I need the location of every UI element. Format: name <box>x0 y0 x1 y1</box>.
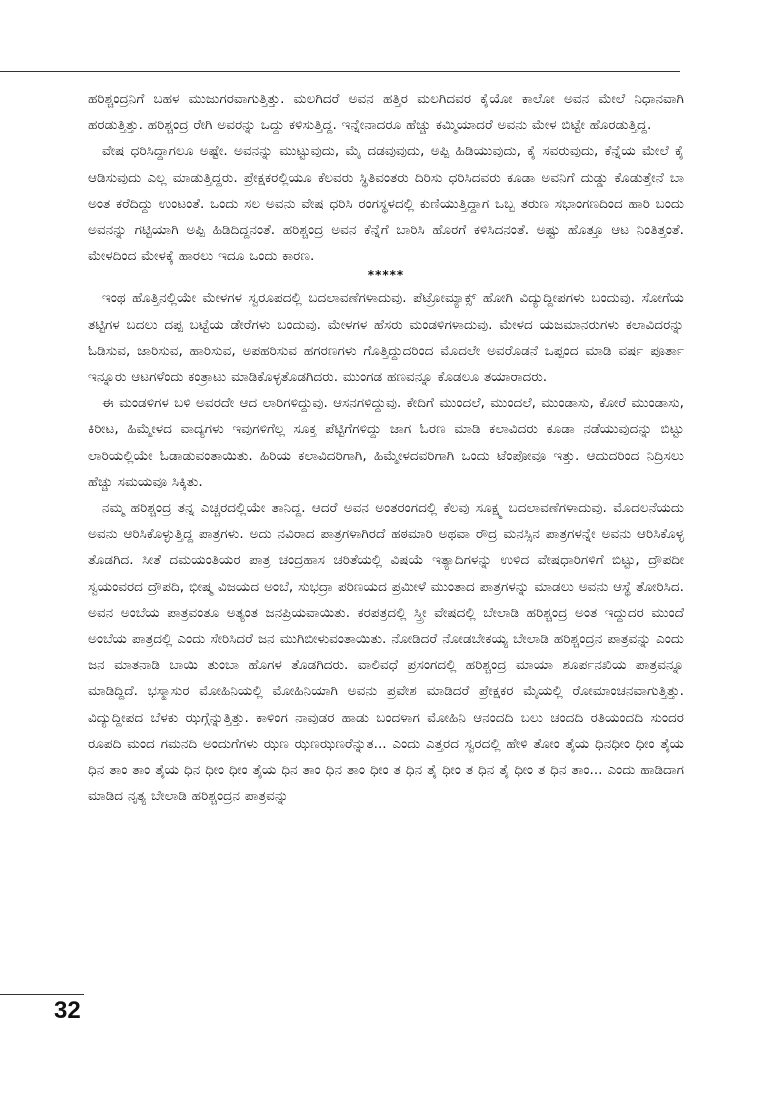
page-number: 32 <box>54 997 81 1024</box>
paragraph-4: ಈ ಮಂಡಳಿಗಳ ಬಳಿ ಅವರದೇ ಆದ ಲಾರಿಗಳಿದ್ದುವು. ಆಸನಗಳಿದ್ದುವು. ಕೇದಿಗೆ ಮುಂದಲೆ, ಮುಂದಲೆ, ಮುಂಡಾಸು, ಕೋರೆ ಮುಂಡಾಸು, ಕಿರೀಟ, ಹಿಮ್ಮೇಳದ ವಾದ್ಯಗಳು ಇವುಗಳಿಗೆಲ್ಲ ಸೂಕ್ತ ಪೆಟ್ಟಿಗೆಗಳಿದ್ದು ಜಾಗ ಓರಣ ಮಾಡಿ ಕಲಾವಿದರು ಕೂಡಾ ನಡೆಯುವುದನ್ನು ಬಿಟ್ಟು ಲಾರಿಯಲ್ಲಿಯೇ ಓಡಾಡುವಂತಾಯಿತು. ಹಿರಿಯ ಕಲಾವಿದರಿಗಾಗಿ, ಹಿಮ್ಮೇಳದವರಿಗಾಗಿ ಒಂದು ಟೆಂಪೋವೂ ಇತ್ತು. ಆದುದರಿಂದ ನಿದ್ರಿಸಲು ಹೆಚ್ಚು ಸಮಯವೂ ಸಿಕ್ಕಿತು. <box>88 395 684 490</box>
paragraph-2: ವೇಷ ಧರಿಸಿದ್ದಾಗಲೂ ಅಷ್ಟೇ. ಅವನನ್ನು ಮುಟ್ಟುವುದು, ಮೈ ದಡವುವುದು, ಅಪ್ಪಿ ಹಿಡಿಯುವುದು, ಕೈ ಸವರುವುದು, ಕೆನ್ನೆಯ ಮೇಲೆ ಕೈ ಆಡಿಸುವುದು ಎಲ್ಲ ಮಾಡುತ್ತಿದ್ದರು. ಪ್ರೇಕ್ಷಕರಲ್ಲಿಯೂ ಕೆಲವರು ಸ್ಥಿತಿವಂತರು ದಿರಿಸು ಧರಿಸಿದವರು ಕೂಡಾ ಅವನಿಗೆ ದುಡ್ಡು ಕೊಡುತ್ತೇನೆ ಬಾ ಅಂತ ಕರೆದಿದ್ದು ಉಂಟಂತೆ. ಒಂದು ಸಲ ಅವನು ವೇಷ ಧರಿಸಿ ರಂಗಸ್ಥಳದಲ್ಲಿ ಕುಣಿಯುತ್ತಿದ್ದಾಗ ಒಬ್ಬ ತರುಣ ಸಭಾಂಗಣದಿಂದ ಹಾರಿ ಬಂದು ಅವನನ್ನು ಗಟ್ಟಿಯಾಗಿ ಅಪ್ಪಿ ಹಿಡಿದಿದ್ದನಂತೆ. ಹರಿಶ್ಚಂದ್ರ ಅವನ ಕೆನ್ನೆಗೆ ಬಾರಿಸಿ ಹೊರಗೆ ಕಳಿಸಿದನಂತೆ. ಅಷ್ಟು ಹೊತ್ತೂ ಆಟ ನಿಂತಿತ್ತಂತೆ. ಮೇಳದಿಂದ ಮೇಳಕ್ಕೆ ಹಾರಲು ಇದೂ ಒಂದು ಕಾರಣ. <box>88 143 684 265</box>
paragraph-3: ಇಂಥ ಹೊತ್ತಿನಲ್ಲಿಯೇ ಮೇಳಗಳ ಸ್ವರೂಪದಲ್ಲಿ ಬದಲಾವಣೆಗಳಾದುವು. ಪೆಟ್ರೋಮ್ಯಾಕ್ಸ್ ಹೋಗಿ ವಿದ್ಯುದ್ದೀಪಗಳು ಬಂದುವು. ಸೋಗೆಯ ತಟ್ಟಿಗಳ ಬದಲು ದಪ್ಪ ಬಟ್ಟೆಯ ಡೇರೆಗಳು ಬಂದುವು. ಮೇಳಗಳ ಹೆಸರು ಮಂಡಳಿಗಳಾದುವು. ಮೇಳದ ಯಜಮಾನರುಗಳು ಕಲಾವಿದರನ್ನು ಓಡಿಸುವ, ಜಾರಿಸುವ, ಹಾರಿಸುವ, ಅಪಹರಿಸುವ ಹಗರಣಗಳು ಗೊತ್ತಿದ್ದುದರಿಂದ ಮೊದಲೇ ಅವರೊಡನೆ ಒಪ್ಪಂದ ಮಾಡಿ ವರ್ಷ ಪೂರ್ತಾ ಇನ್ನೂರು ಆಟಗಳೆಂದು ಕಂತ್ರಾಟು ಮಾಡಿಕೊಳ್ಳತೊಡಗಿದರು. ಮುಂಗಡ ಹಣವನ್ನೂ ಕೊಡಲೂ ತಯಾರಾದರು. <box>88 290 684 386</box>
section-separator: ***** <box>367 268 405 283</box>
paragraph-1: ಹರಿಶ್ಚಂದ್ರನಿಗೆ ಬಹಳ ಮುಜುಗರವಾಗುತ್ತಿತ್ತು. ಮಲಗಿದರೆ ಅವನ ಹತ್ತಿರ ಮಲಗಿದವರ ಕೈಯೋ ಕಾಲೋ ಅವನ ಮೇಲೆ ನಿಧಾನವಾಗಿ ಹರಡುತ್ತಿತ್ತು. ಹರಿಶ್ಚಂದ್ರ ರೇಗಿ ಅವರನ್ನು ಒದ್ದು ಕಳಿಸುತ್ತಿದ್ದ. ಇನ್ನೇನಾದರೂ ಹೆಚ್ಚು ಕಮ್ಮಿಯಾದರೆ ಅವನು ಮೇಳ ಬಿಟ್ಟೇ ಹೊರಡುತ್ತಿದ್ದ. <box>88 91 684 134</box>
paragraph-5: ನಮ್ಮ ಹರಿಶ್ಚಂದ್ರ ತನ್ನ ಎಚ್ಚರದಲ್ಲಿಯೇ ತಾನಿದ್ದ. ಆದರೆ ಅವನ ಅಂತರಂಗದಲ್ಲಿ ಕೆಲವು ಸೂಕ್ಷ್ಮ ಬದಲಾವಣೆಗಳಾದುವು. ಮೊದಲನೆಯದು ಅವನು ಆರಿಸಿಕೊಳ್ಳುತ್ತಿದ್ದ ಪಾತ್ರಗಳು. ಅದು ನವಿರಾದ ಪಾತ್ರಗಳಾಗಿರದೆ ಹಠಮಾರಿ ಅಥವಾ ರೌದ್ರ ಮನಸ್ಸಿನ ಪಾತ್ರಗಳನ್ನೇ ಅವನು ಆರಿಸಿಕೊಳ್ಳ ತೊಡಗಿದ. ಸೀತೆ ದಮಯಂತಿಯರ ಪಾತ್ರ ಚಂದ್ರಹಾಸ ಚರಿತೆಯಲ್ಲಿ ವಿಷಯೆ ಇತ್ಯಾದಿಗಳನ್ನು ಉಳಿದ ವೇಷಧಾರಿಗಳಿಗೆ ಬಿಟ್ಟು, ದ್ರೌಪದೀ ಸ್ವಯಂವರದ ದ್ರೌಪದಿ, ಭೀಷ್ಮ ವಿಜಯದ ಅಂಬೆ, ಸುಭದ್ರಾ ಪರಿಣಯದ ಪ್ರಮೀಳೆ ಮುಂತಾದ ಪಾತ್ರಗಳನ್ನು ಮಾಡಲು ಅವನು ಆಸ್ಥೆ ತೋರಿಸಿದ. ಅವನ ಅಂಬೆಯ ಪಾತ್ರವಂತೂ ಅತ್ಯಂತ ಜನಪ್ರಿಯವಾಯಿತು. ಕರಪತ್ರದಲ್ಲಿ ಸ್ತ್ರೀ ವೇಷದಲ್ಲಿ ಬೇಲಾಡಿ ಹರಿಶ್ಚಂದ್ರ ಅಂತ ಇದ್ದುದರ ಮುಂದೆ ಅಂಬೆಯ ಪಾತ್ರದಲ್ಲಿ ಎಂದು ಸೇರಿಸಿದರೆ ಜನ ಮುಗಿಬೀಳುವಂತಾಯಿತು. ನೋಡಿದರೆ ನೋಡಬೇಕಯ್ಯ ಬೇಲಾಡಿ ಹರಿಶ್ಚಂದ್ರನ ಪಾತ್ರವನ್ನು ಎಂದು ಜನ ಮಾತನಾಡಿ ಬಾಯಿ ತುಂಬಾ ಹೊಗಳ ತೊಡಗಿದರು. ವಾಲಿವಧೆ ಪ್ರಸಂಗದಲ್ಲಿ ಹರಿಶ್ಚಂದ್ರ ಮಾಯಾ ಶೂರ್ಪನಖಿಯ ಪಾತ್ರವನ್ನೂ ಮಾಡಿದ್ದಿದೆ. ಭಸ್ಮಾಸುರ ಮೋಹಿನಿಯಲ್ಲಿ ಮೋಹಿನಿಯಾಗಿ ಅವನು ಪ್ರವೇಶ ಮಾಡಿದರೆ ಪ್ರೇಕ್ಷಕರ ಮೈಯಲ್ಲಿ ರೋಮಾಂಚನವಾಗುತ್ತಿತ್ತು. ವಿದ್ಯುದ್ದೀಪದ ಬೆಳಕು ಝಗ್ಗೆನ್ನುತ್ತಿತ್ತು. ಕಾಳಿಂಗ ನಾವುಡರ ಹಾಡು ಬಂದಳಾಗ ಮೋಹಿನಿ ಆನಂದದಿ ಬಲು ಚಂದದಿ ರತಿಯಂದದಿ ಸುಂದರ ರೂಪದಿ ಮಂದ ಗಮನದಿ ಅಂದುಗೆಗಳು ಝಣ ಝಣಝಣರೆನ್ನುತ... ಎಂದು ಎತ್ತರದ ಸ್ವರದಲ್ಲಿ ಹೇಳಿ ತೋಂ ತೈಯ ಧಿನಧೀಂ ಧೀಂ ತೈಯ ಧಿನ ತಾಂ ತಾಂ ತೈಯ ಧಿನ ಧೀಂ ಧೀಂ ತೈಯ ಧಿನ ತಾಂ ಧಿನ ತಾಂ ಧೀಂ ತ ಧಿನ ತೈ ಧೀಂ ತ ಧಿನ ತೈ ಧೀಂ ತ ಧಿನ ತಾಂ... ಎಂದು ಹಾಡಿದಾಗ ಮಾಡಿದ ನೃತ್ಯ ಬೇಲಾಡಿ ಹರಿಶ್ಚಂದ್ರನ ಪಾತ್ರವನ್ನು <box>88 500 684 805</box>
top-rule <box>0 71 680 72</box>
footer-rule <box>0 994 84 995</box>
page-body <box>88 86 684 809</box>
